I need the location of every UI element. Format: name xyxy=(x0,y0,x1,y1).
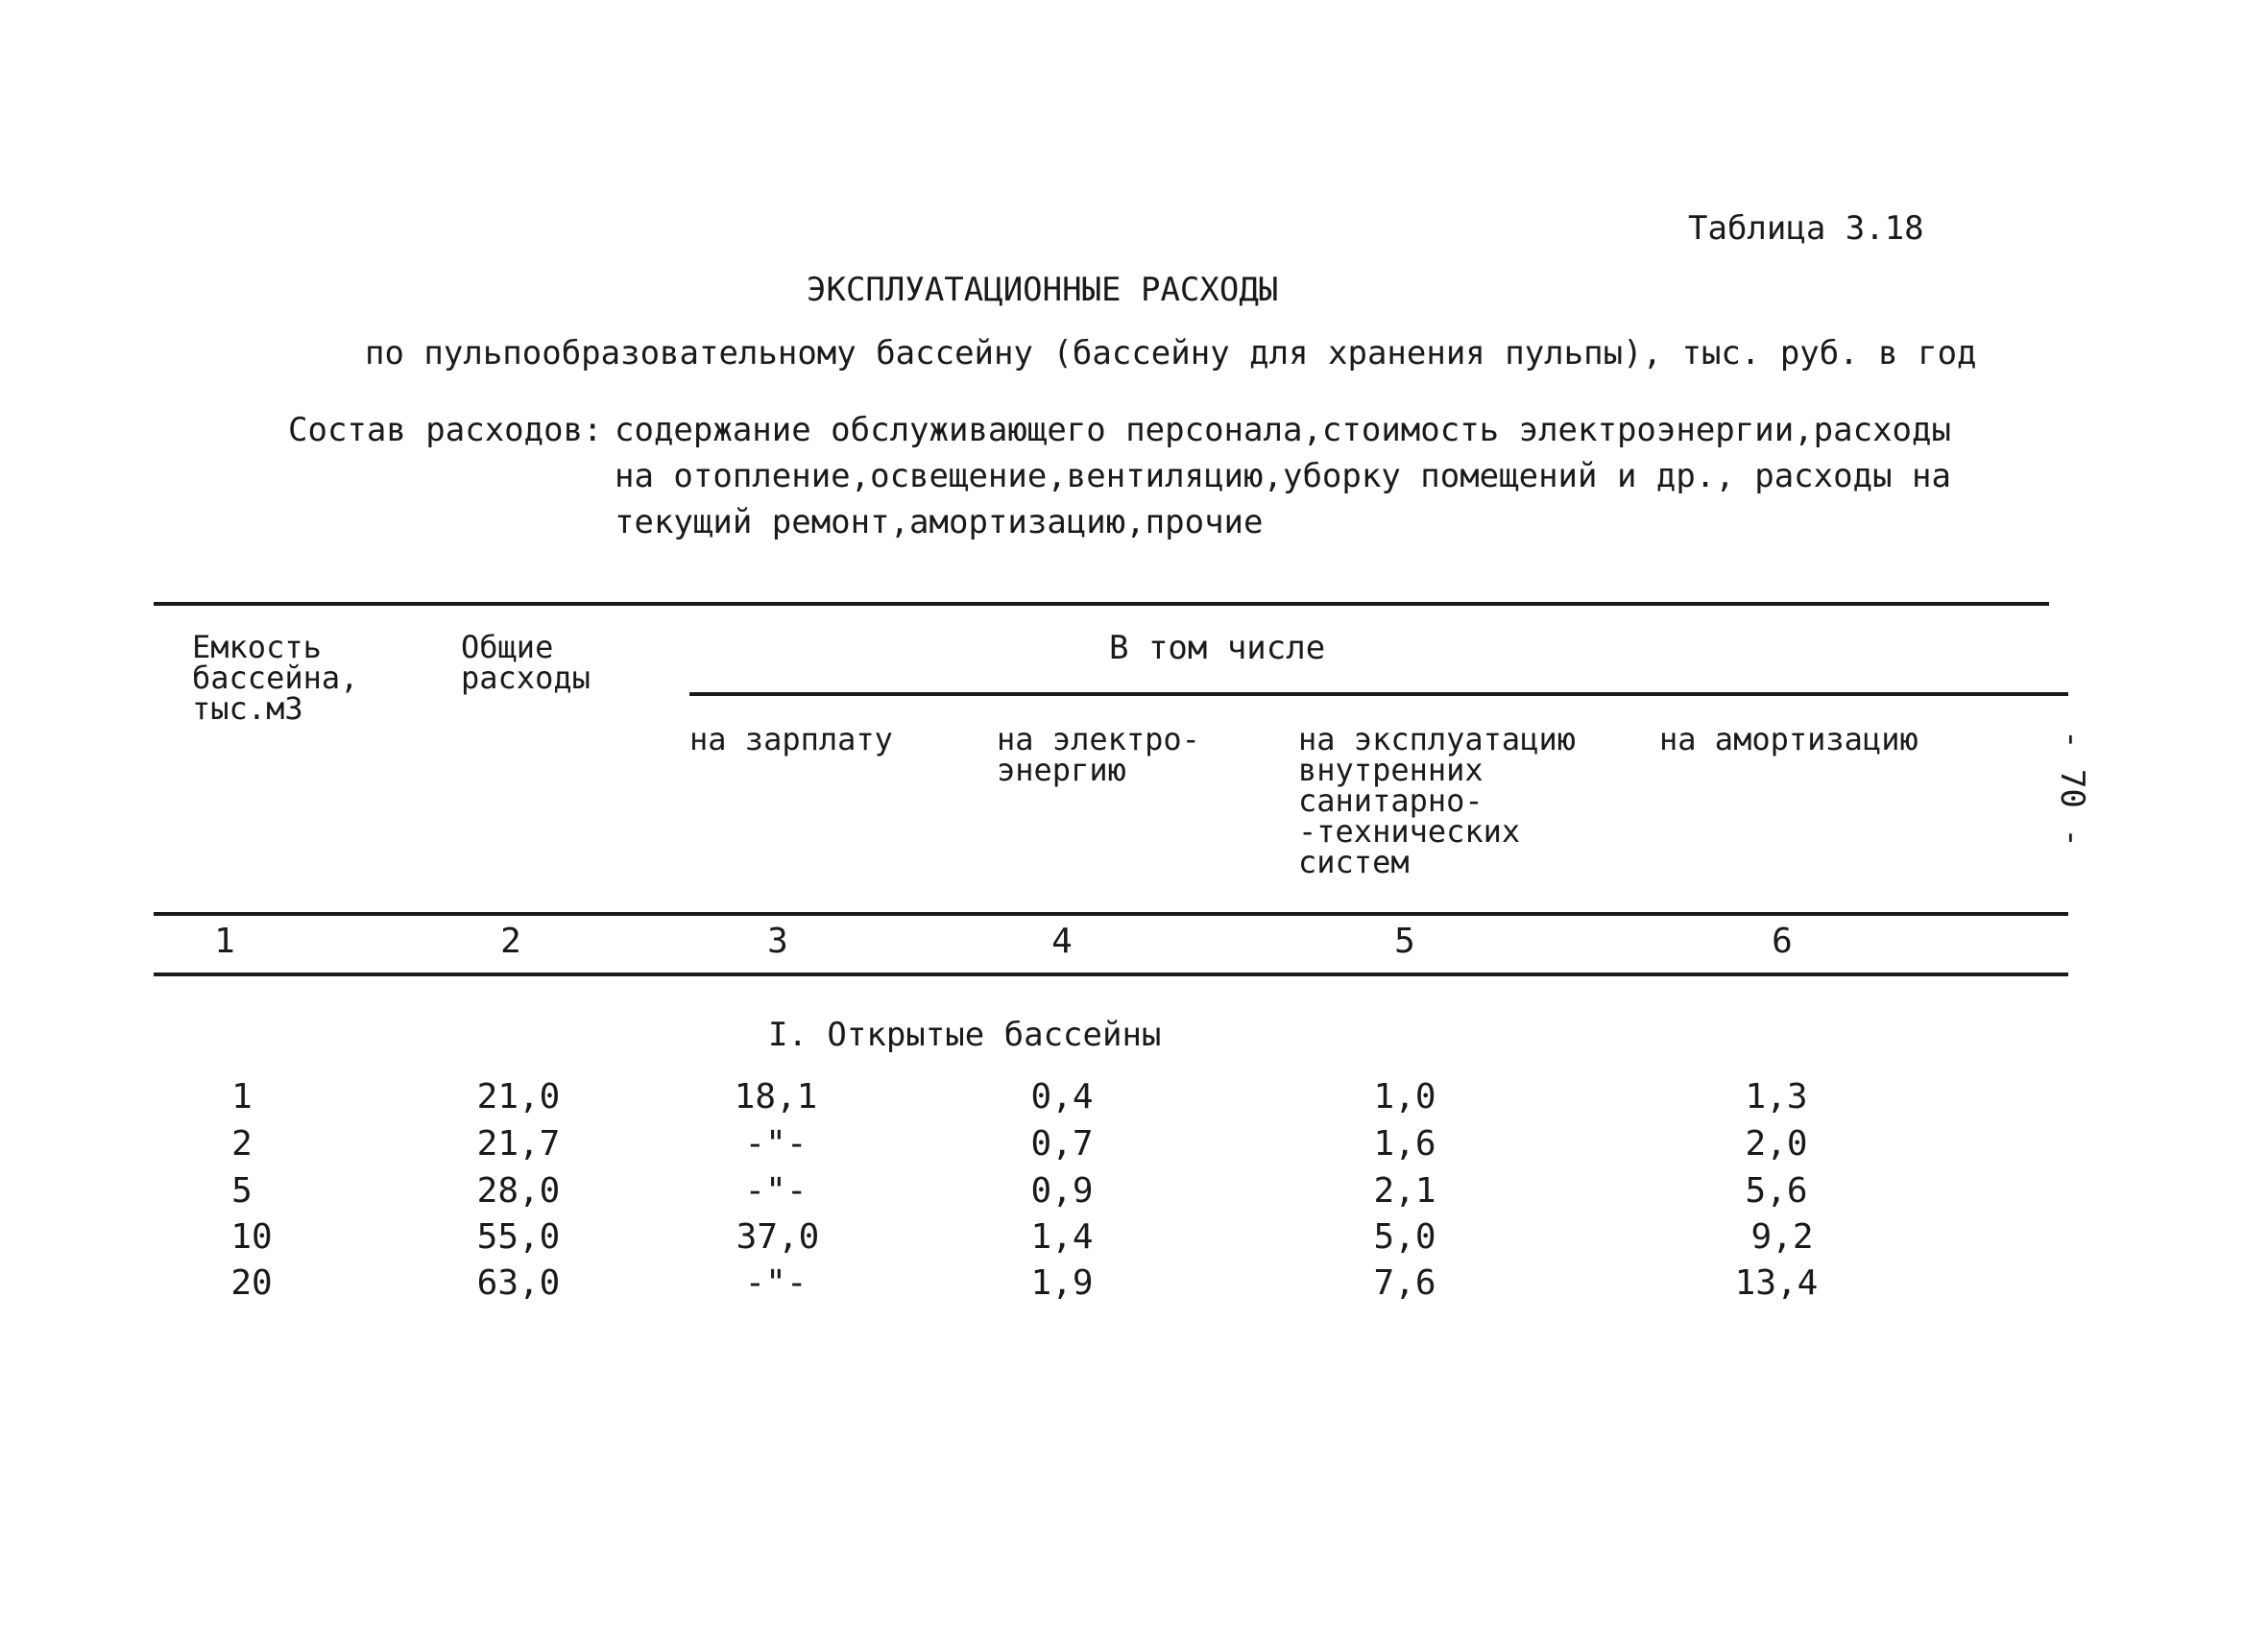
column-number: 1 xyxy=(214,922,235,961)
cell-capacity: 10 xyxy=(230,1217,273,1257)
column-number: 5 xyxy=(1394,922,1415,961)
document-title: ЭКСПЛУАТАЦИОННЫЕ РАСХОДЫ xyxy=(807,271,1279,309)
composition-line-1: содержание обслуживающего персонала,стоимость электроэнергии,расходы xyxy=(615,411,1951,449)
cell-capacity: 20 xyxy=(230,1263,273,1303)
header-depreciation xyxy=(1659,721,1918,757)
column-numbers-rule xyxy=(154,973,2068,976)
cell-sanitary: 7,6 xyxy=(1373,1263,1436,1303)
section-title: I. Открытые бассейны xyxy=(768,1016,1162,1054)
header-sanitary-line: внутренних xyxy=(1298,752,1484,788)
column-number: 4 xyxy=(1051,922,1073,961)
header-sanitary-line: на эксплуатацию xyxy=(1298,721,1576,757)
header-sanitary-systems xyxy=(1298,721,1576,880)
cell-electricity: 1,4 xyxy=(1030,1217,1094,1257)
header-bottom-rule xyxy=(154,912,2068,916)
header-capacity-line: тыс.м3 xyxy=(192,690,303,727)
cell-depreciation: 2,0 xyxy=(1745,1124,1808,1164)
group-header-rule xyxy=(689,692,2068,696)
cell-sanitary: 1,6 xyxy=(1373,1124,1436,1164)
cell-electricity: 0,9 xyxy=(1030,1171,1094,1211)
column-number: 3 xyxy=(767,922,788,961)
column-number: 2 xyxy=(500,922,521,961)
cell-electricity: 0,4 xyxy=(1030,1077,1094,1117)
cell-sanitary: 2,1 xyxy=(1373,1171,1436,1211)
cell-salary: -"- xyxy=(744,1171,808,1211)
cell-salary: -"- xyxy=(744,1124,808,1164)
page-number: - 70 - xyxy=(2053,730,2091,848)
table-top-rule xyxy=(154,602,2049,606)
cell-depreciation: 9,2 xyxy=(1750,1217,1814,1257)
cell-electricity: 0,7 xyxy=(1030,1124,1094,1164)
cell-total: 63,0 xyxy=(476,1263,561,1303)
column-number: 6 xyxy=(1772,922,1793,961)
table-number: Таблица 3.18 xyxy=(1688,209,1924,248)
header-electricity-line: энергию xyxy=(997,752,1126,788)
header-depreciation-line: на амортизацию xyxy=(1659,721,1918,757)
cell-electricity: 1,9 xyxy=(1030,1263,1094,1303)
cell-depreciation: 13,4 xyxy=(1734,1263,1819,1303)
cell-salary: -"- xyxy=(744,1263,808,1303)
header-sanitary-line: -технических xyxy=(1298,813,1521,850)
header-salary xyxy=(689,721,893,757)
composition-label: Состав расходов: xyxy=(288,411,603,449)
header-total-line: Общие xyxy=(461,629,554,665)
cell-total: 55,0 xyxy=(476,1217,561,1257)
header-sanitary-line: санитарно- xyxy=(1298,782,1484,819)
header-electricity xyxy=(997,721,1200,788)
composition-line-2: на отопление,освещение,вентиляцию,уборку помещений и др., расходы на xyxy=(615,457,1951,495)
header-capacity-line: Емкость xyxy=(192,629,322,665)
header-group-including: В том числе xyxy=(1109,629,1326,667)
cell-depreciation: 1,3 xyxy=(1745,1077,1808,1117)
header-sanitary-line: систем xyxy=(1298,844,1410,880)
cell-total: 21,7 xyxy=(476,1124,561,1164)
header-total xyxy=(461,629,591,696)
document-subtitle: по пульпообразовательному бассейну (бассейну для хранения пульпы), тыс. руб. в год xyxy=(365,334,1977,372)
cell-salary: 18,1 xyxy=(734,1077,818,1117)
cell-sanitary: 1,0 xyxy=(1373,1077,1436,1117)
cell-total: 21,0 xyxy=(476,1077,561,1117)
cell-capacity: 5 xyxy=(231,1171,253,1211)
header-capacity xyxy=(192,629,359,727)
header-total-line: расходы xyxy=(461,660,591,696)
header-electricity-line: на электро- xyxy=(997,721,1200,757)
composition-line-3: текущий ремонт,амортизацию,прочие xyxy=(615,503,1264,541)
cell-total: 28,0 xyxy=(476,1171,561,1211)
header-salary-line: на зарплату xyxy=(689,721,893,757)
header-capacity-line: бассейна, xyxy=(192,660,359,696)
cell-salary: 37,0 xyxy=(736,1217,820,1257)
cell-capacity: 1 xyxy=(231,1077,253,1117)
cell-depreciation: 5,6 xyxy=(1745,1171,1808,1211)
cell-sanitary: 5,0 xyxy=(1373,1217,1436,1257)
cell-capacity: 2 xyxy=(231,1124,253,1164)
